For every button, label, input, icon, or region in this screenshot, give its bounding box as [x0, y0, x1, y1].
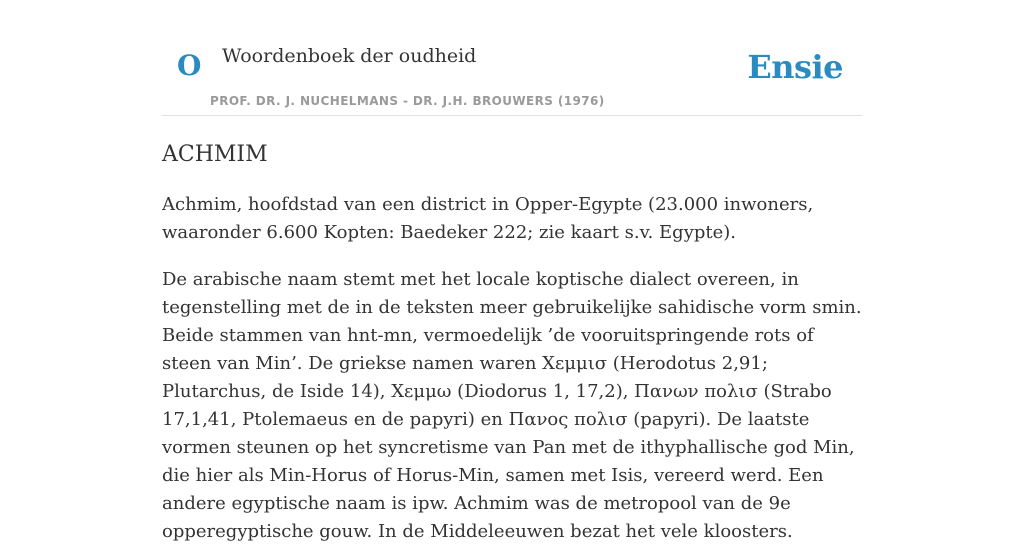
entry-paragraph: Achmim, hoofdstad van een district in Opper-Egypte (23.000 inwoners, waaronder 6.600 Kopten: Baedeker 222; zie kaart s.v. Egypte).: [162, 194, 814, 244]
book-title-link[interactable]: Woordenboek der oudheid: [222, 45, 477, 67]
ensie-logo[interactable]: Ensie: [747, 48, 843, 86]
letter-index-link[interactable]: O: [177, 49, 202, 82]
article-page: [162, 0, 862, 546]
page-header: [162, 0, 862, 116]
book-authors: PROF. DR. J. NUCHELMANS - DR. J.H. BROUWERS (1976): [210, 94, 605, 108]
entry-paragraph: De arabische naam stemt met het locale koptische dialect overeen, in tegenstelling met de in de teksten meer gebruikelijke sahidische vorm smin. Beide stammen van hnt-mn, vermoedelijk ’de vooruitspringende rots of steen van Min’. De griekse namen waren Χεμμισ (Herodotus 2,91; Plutarchus, de Iside 14), Χεμμω (Diodorus 1, 17,2), Πανων πολισ (Strabo 17,1,41, Ptolemaeus en de papyri) en Πανος πολισ (papyri). De laatste vormen steunen op het syncretisme van Pan met de ithyphallische god Min, die hier als Min-Horus of Horus-Min, samen met Isis, vereerd werd. Een andere egyptische naam is ipw. Achmim was de metropool van de 9e opperegyptische gouw. In de Middeleeuwen bezat het vele kloosters.: [162, 269, 862, 543]
entry-title: ACHMIM: [162, 142, 268, 167]
